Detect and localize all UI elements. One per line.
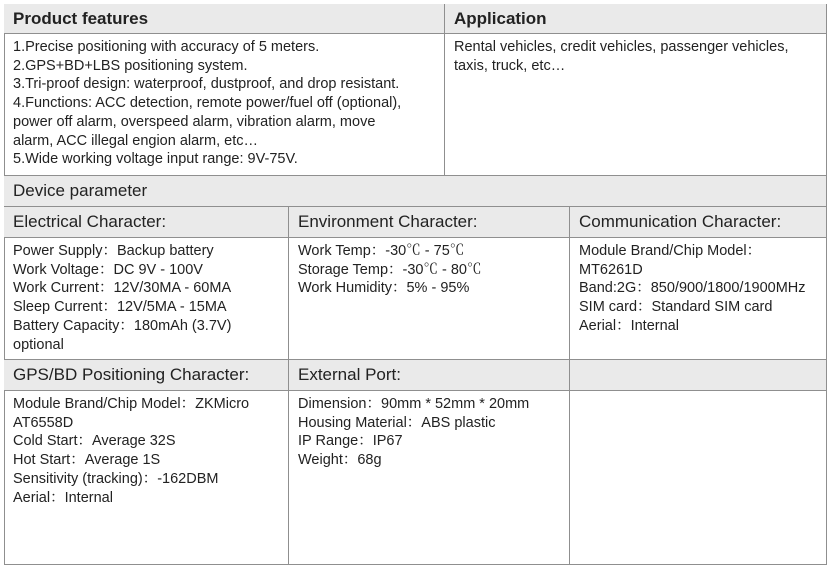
- feature-line: 4.Functions: ACC detection, remote power/fuel off (optional),: [13, 95, 402, 112]
- empty-body: [570, 391, 827, 565]
- gps-line: Aerial：Internal: [13, 489, 113, 506]
- feature-line: power off alarm, overspeed alarm, vibration alarm, move: [13, 113, 376, 130]
- electrical-line: optional: [13, 336, 64, 353]
- gps-line: Module Brand/Chip Model：ZKMicro: [13, 396, 250, 412]
- application-body: [445, 34, 827, 176]
- communication-title: Communication Character:: [579, 212, 782, 231]
- feature-line: 5.Wide working voltage input range: 9V-75V.: [13, 151, 298, 168]
- application-line: Rental vehicles, credit vehicles, passenger vehicles,: [454, 39, 789, 55]
- product-features-title: Product features: [13, 8, 149, 28]
- product-features-header: [4, 4, 445, 34]
- communication-line: SIM card：Standard SIM card: [579, 299, 773, 316]
- external-port-body: [289, 391, 570, 565]
- environment-header: [289, 207, 570, 238]
- feature-line: alarm, ACC illegal engion alarm, etc…: [13, 132, 258, 149]
- gps-line: Hot Start：Average 1S: [13, 452, 161, 469]
- communication-body: [570, 238, 827, 360]
- communication-line: MT6261D: [579, 261, 643, 278]
- gps-line: AT6558D: [13, 414, 74, 431]
- communication-line: Band:2G：850/900/1800/1900MHz: [579, 280, 806, 297]
- communication-line: Module Brand/Chip Model：: [579, 243, 762, 259]
- environment-line: Work Humidity：5% - 95%: [298, 280, 470, 297]
- electrical-line: Work Current：12V/30MA - 60MA: [13, 280, 232, 297]
- electrical-title: Electrical Character:: [13, 212, 167, 231]
- application-header: [445, 4, 827, 34]
- feature-line: 2.GPS+BD+LBS positioning system.: [13, 57, 248, 74]
- external-port-line: Weight：68g: [298, 452, 382, 469]
- gps-line: Cold Start：Average 32S: [13, 433, 176, 450]
- external-port-line: Housing Material：ABS plastic: [298, 414, 496, 431]
- environment-title: Environment Character:: [298, 212, 478, 231]
- electrical-header: [4, 207, 289, 238]
- external-port-title: External Port:: [298, 365, 401, 384]
- empty-header: [570, 360, 827, 391]
- environment-line: Work Temp：-30℃ - 75℃: [298, 243, 465, 259]
- environment-body: [289, 238, 570, 360]
- gps-header: [4, 360, 289, 391]
- electrical-line: Power Supply：Backup battery: [13, 243, 214, 259]
- external-port-header: [289, 360, 570, 391]
- electrical-line: Work Voltage：DC 9V - 100V: [13, 261, 203, 278]
- application-title: Application: [454, 8, 547, 28]
- device-parameter-title: Device parameter: [13, 181, 148, 200]
- feature-line: 1.Precise positioning with accuracy of 5 meters.: [13, 39, 320, 55]
- environment-line: Storage Temp：-30℃ - 80℃: [298, 261, 482, 278]
- gps-body: [4, 391, 289, 565]
- external-port-line: IP Range：IP67: [298, 433, 403, 450]
- external-port-line: Dimension：90mm * 52mm * 20mm: [298, 396, 530, 412]
- gps-line: Sensitivity (tracking)：-162DBM: [13, 470, 219, 487]
- gps-title: GPS/BD Positioning Character:: [13, 365, 250, 384]
- communication-header: [570, 207, 827, 238]
- product-features-body: [4, 34, 445, 176]
- feature-line: 3.Tri-proof design: waterproof, dustproof, and drop resistant.: [13, 76, 400, 93]
- device-parameter-header: [4, 176, 827, 207]
- electrical-body: [4, 238, 289, 360]
- communication-line: Aerial：Internal: [579, 317, 679, 334]
- application-line: taxis, truck, etc…: [454, 57, 566, 74]
- electrical-line: Battery Capacity：180mAh (3.7V): [13, 317, 232, 334]
- electrical-line: Sleep Current：12V/5MA - 15MA: [13, 299, 227, 316]
